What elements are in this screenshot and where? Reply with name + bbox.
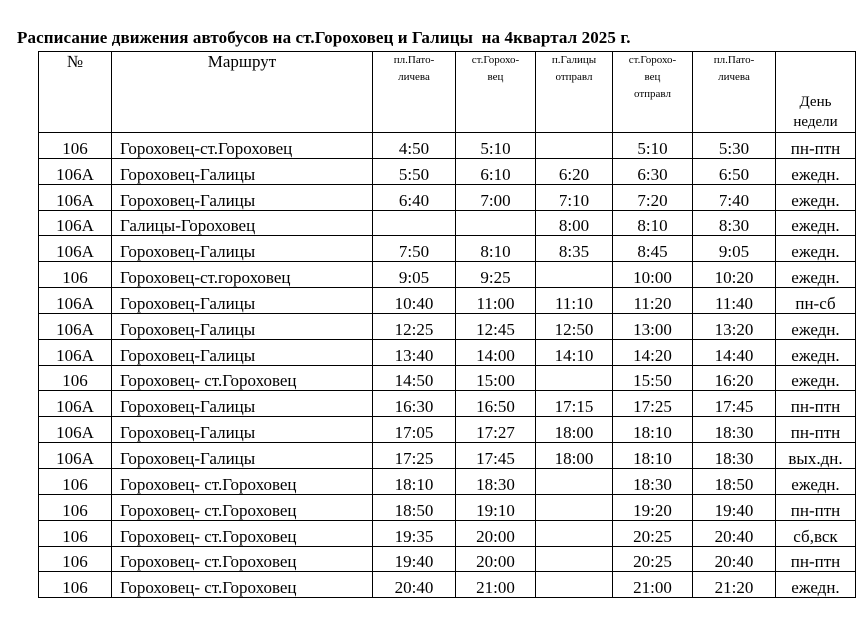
- cell-st-gorokhovets: 20:00: [456, 546, 536, 572]
- header-st-gorokhovets-departure: [613, 52, 693, 133]
- cell-galitsy-departure: [536, 520, 613, 546]
- cell-weekday: пн-птн: [776, 391, 856, 417]
- cell-st-gorokhovets: 17:45: [456, 443, 536, 469]
- cell-st-gorokhovets-departure: 21:00: [613, 572, 693, 598]
- cell-st-gorokhovets-departure: 5:10: [613, 133, 693, 159]
- cell-galitsy-departure: [536, 546, 613, 572]
- cell-patolicheva-arrival: 11:40: [693, 288, 776, 314]
- cell-patolicheva-departure: 6:40: [373, 184, 456, 210]
- cell-st-gorokhovets-departure: 13:00: [613, 313, 693, 339]
- cell-galitsy-departure: [536, 262, 613, 288]
- page-title: Расписание движения автобусов на ст.Гороховец и Галицы на 4квартал 2025 г.: [17, 28, 631, 47]
- cell-galitsy-departure: 17:15: [536, 391, 613, 417]
- cell-patolicheva-arrival: 6:50: [693, 158, 776, 184]
- cell-patolicheva-departure: 16:30: [373, 391, 456, 417]
- cell-route-number: 106А: [39, 236, 112, 262]
- cell-patolicheva-arrival: 14:40: [693, 339, 776, 365]
- cell-galitsy-departure: 6:20: [536, 158, 613, 184]
- cell-route-number: 106А: [39, 339, 112, 365]
- cell-route-number: 106: [39, 365, 112, 391]
- cell-galitsy-departure: 7:10: [536, 184, 613, 210]
- header-line: личева: [398, 71, 430, 83]
- cell-weekday: ежедн.: [776, 339, 856, 365]
- table-row: [39, 210, 856, 236]
- cell-patolicheva-departure: 13:40: [373, 339, 456, 365]
- table-body: [39, 133, 856, 598]
- cell-st-gorokhovets: 5:10: [456, 133, 536, 159]
- cell-route-name: Гороховец-Галицы: [112, 236, 373, 262]
- cell-patolicheva-departure: 17:05: [373, 417, 456, 443]
- header-galitsy-departure: [536, 52, 613, 133]
- cell-route-number: 106: [39, 546, 112, 572]
- cell-weekday: пн-птн: [776, 133, 856, 159]
- cell-route-name: Гороховец-Галицы: [112, 313, 373, 339]
- cell-st-gorokhovets-departure: 14:20: [613, 339, 693, 365]
- cell-st-gorokhovets: 21:00: [456, 572, 536, 598]
- header-line: недели: [793, 114, 838, 130]
- cell-patolicheva-departure: 5:50: [373, 158, 456, 184]
- cell-patolicheva-departure: 20:40: [373, 572, 456, 598]
- cell-weekday: ежедн.: [776, 184, 856, 210]
- cell-patolicheva-arrival: 13:20: [693, 313, 776, 339]
- cell-patolicheva-departure: 9:05: [373, 262, 456, 288]
- cell-route-name: Гороховец- ст.Гороховец: [112, 520, 373, 546]
- cell-st-gorokhovets: 15:00: [456, 365, 536, 391]
- cell-st-gorokhovets-departure: 18:30: [613, 468, 693, 494]
- cell-st-gorokhovets-departure: 7:20: [613, 184, 693, 210]
- cell-st-gorokhovets-departure: 8:10: [613, 210, 693, 236]
- cell-patolicheva-departure: 14:50: [373, 365, 456, 391]
- cell-route-name: Гороховец- ст.Гороховец: [112, 546, 373, 572]
- cell-st-gorokhovets-departure: 18:10: [613, 417, 693, 443]
- cell-patolicheva-arrival: 9:05: [693, 236, 776, 262]
- cell-st-gorokhovets: 16:50: [456, 391, 536, 417]
- table-row: [39, 133, 856, 159]
- table-row: [39, 236, 856, 262]
- cell-galitsy-departure: [536, 365, 613, 391]
- cell-weekday: ежедн.: [776, 572, 856, 598]
- cell-galitsy-departure: 18:00: [536, 417, 613, 443]
- cell-patolicheva-arrival: 5:30: [693, 133, 776, 159]
- cell-weekday: сб,вск: [776, 520, 856, 546]
- cell-route-number: 106А: [39, 443, 112, 469]
- cell-route-number: 106: [39, 572, 112, 598]
- table-row: [39, 520, 856, 546]
- header-line: вец: [644, 71, 661, 83]
- cell-st-gorokhovets-departure: 19:20: [613, 494, 693, 520]
- table-header: [39, 52, 856, 133]
- cell-weekday: ежедн.: [776, 236, 856, 262]
- cell-st-gorokhovets: 12:45: [456, 313, 536, 339]
- header-st-gorokhovets: [456, 52, 536, 133]
- cell-st-gorokhovets-departure: 18:10: [613, 443, 693, 469]
- cell-patolicheva-arrival: 21:20: [693, 572, 776, 598]
- table-row: [39, 288, 856, 314]
- cell-st-gorokhovets: [456, 210, 536, 236]
- header-weekday: [776, 52, 856, 133]
- cell-patolicheva-departure: 10:40: [373, 288, 456, 314]
- cell-route-number: 106А: [39, 391, 112, 417]
- header-line: ст.Горохо-: [628, 54, 677, 66]
- cell-st-gorokhovets-departure: 6:30: [613, 158, 693, 184]
- cell-galitsy-departure: [536, 572, 613, 598]
- table-row: [39, 572, 856, 598]
- header-line: ст.Горохо-: [471, 54, 520, 66]
- cell-patolicheva-departure: 4:50: [373, 133, 456, 159]
- header-line: п.Галицы: [551, 54, 597, 66]
- cell-galitsy-departure: [536, 494, 613, 520]
- cell-route-name: Гороховец-Галицы: [112, 184, 373, 210]
- cell-route-name: Гороховец- ст.Гороховец: [112, 468, 373, 494]
- cell-weekday: ежедн.: [776, 210, 856, 236]
- cell-st-gorokhovets-departure: 11:20: [613, 288, 693, 314]
- cell-st-gorokhovets-departure: 17:25: [613, 391, 693, 417]
- cell-route-number: 106А: [39, 417, 112, 443]
- table-row: [39, 546, 856, 572]
- cell-route-number: 106: [39, 468, 112, 494]
- table-row: [39, 184, 856, 210]
- cell-route-name: Гороховец-Галицы: [112, 158, 373, 184]
- table-row: [39, 391, 856, 417]
- cell-route-number: 106А: [39, 210, 112, 236]
- header-row: [39, 52, 856, 133]
- cell-weekday: ежедн.: [776, 158, 856, 184]
- cell-route-name: Гороховец- ст.Гороховец: [112, 365, 373, 391]
- table-row: [39, 339, 856, 365]
- cell-galitsy-departure: 18:00: [536, 443, 613, 469]
- cell-route-name: Гороховец-ст.Гороховец: [112, 133, 373, 159]
- cell-st-gorokhovets: 17:27: [456, 417, 536, 443]
- cell-patolicheva-departure: 18:10: [373, 468, 456, 494]
- cell-patolicheva-arrival: 16:20: [693, 365, 776, 391]
- cell-st-gorokhovets-departure: 10:00: [613, 262, 693, 288]
- cell-st-gorokhovets: 20:00: [456, 520, 536, 546]
- cell-st-gorokhovets-departure: 20:25: [613, 546, 693, 572]
- header-line: пл.Пато-: [393, 54, 435, 66]
- cell-weekday: пн-птн: [776, 546, 856, 572]
- header-line: День: [799, 94, 832, 110]
- cell-st-gorokhovets: 7:00: [456, 184, 536, 210]
- cell-patolicheva-departure: 7:50: [373, 236, 456, 262]
- cell-route-name: Гороховец-ст.гороховец: [112, 262, 373, 288]
- cell-st-gorokhovets: 9:25: [456, 262, 536, 288]
- cell-weekday: вых.дн.: [776, 443, 856, 469]
- cell-route-name: Гороховец-Галицы: [112, 417, 373, 443]
- cell-patolicheva-arrival: 10:20: [693, 262, 776, 288]
- cell-st-gorokhovets: 11:00: [456, 288, 536, 314]
- cell-route-number: 106: [39, 494, 112, 520]
- cell-route-name: Гороховец-Галицы: [112, 288, 373, 314]
- table-row: [39, 468, 856, 494]
- cell-route-name: Гороховец- ст.Гороховец: [112, 572, 373, 598]
- cell-st-gorokhovets: 19:10: [456, 494, 536, 520]
- cell-weekday: пн-птн: [776, 417, 856, 443]
- cell-st-gorokhovets-departure: 15:50: [613, 365, 693, 391]
- header-route: Маршрут: [112, 52, 373, 133]
- cell-weekday: ежедн.: [776, 365, 856, 391]
- table-row: [39, 494, 856, 520]
- cell-galitsy-departure: 8:00: [536, 210, 613, 236]
- header-patolicheva-departure: [373, 52, 456, 133]
- header-line: отправл: [555, 71, 593, 83]
- cell-st-gorokhovets: 8:10: [456, 236, 536, 262]
- cell-patolicheva-arrival: 19:40: [693, 494, 776, 520]
- cell-patolicheva-departure: 19:35: [373, 520, 456, 546]
- cell-route-number: 106А: [39, 288, 112, 314]
- cell-patolicheva-arrival: 18:50: [693, 468, 776, 494]
- cell-patolicheva-arrival: 20:40: [693, 520, 776, 546]
- cell-route-number: 106А: [39, 184, 112, 210]
- cell-galitsy-departure: 8:35: [536, 236, 613, 262]
- cell-galitsy-departure: 11:10: [536, 288, 613, 314]
- header-patolicheva-arrival: [693, 52, 776, 133]
- cell-weekday: пн-сб: [776, 288, 856, 314]
- header-line: пл.Пато-: [713, 54, 755, 66]
- cell-patolicheva-departure: 17:25: [373, 443, 456, 469]
- cell-route-number: 106: [39, 262, 112, 288]
- cell-weekday: ежедн.: [776, 468, 856, 494]
- table-row: [39, 365, 856, 391]
- table-row: [39, 262, 856, 288]
- table-row: [39, 158, 856, 184]
- cell-patolicheva-departure: [373, 210, 456, 236]
- cell-galitsy-departure: [536, 133, 613, 159]
- cell-route-number: 106: [39, 520, 112, 546]
- header-line: вец: [487, 71, 504, 83]
- schedule-table: [38, 51, 856, 598]
- table-row: [39, 443, 856, 469]
- cell-weekday: ежедн.: [776, 262, 856, 288]
- table-row: [39, 417, 856, 443]
- cell-route-name: Гороховец- ст.Гороховец: [112, 494, 373, 520]
- cell-st-gorokhovets: 14:00: [456, 339, 536, 365]
- header-line: отправл: [634, 88, 671, 100]
- cell-patolicheva-arrival: 18:30: [693, 443, 776, 469]
- cell-patolicheva-departure: 18:50: [373, 494, 456, 520]
- cell-galitsy-departure: 12:50: [536, 313, 613, 339]
- cell-route-number: 106А: [39, 313, 112, 339]
- cell-patolicheva-departure: 12:25: [373, 313, 456, 339]
- cell-route-name: Гороховец-Галицы: [112, 391, 373, 417]
- cell-st-gorokhovets-departure: 8:45: [613, 236, 693, 262]
- cell-route-number: 106А: [39, 158, 112, 184]
- cell-route-name: Галицы-Гороховец: [112, 210, 373, 236]
- cell-weekday: ежедн.: [776, 313, 856, 339]
- cell-patolicheva-departure: 19:40: [373, 546, 456, 572]
- cell-st-gorokhovets: 18:30: [456, 468, 536, 494]
- cell-galitsy-departure: 14:10: [536, 339, 613, 365]
- cell-st-gorokhovets-departure: 20:25: [613, 520, 693, 546]
- cell-weekday: пн-птн: [776, 494, 856, 520]
- cell-st-gorokhovets: 6:10: [456, 158, 536, 184]
- header-number: №: [39, 52, 112, 133]
- header-line: личева: [718, 71, 750, 83]
- cell-patolicheva-arrival: 8:30: [693, 210, 776, 236]
- cell-route-number: 106: [39, 133, 112, 159]
- cell-route-name: Гороховец-Галицы: [112, 443, 373, 469]
- cell-galitsy-departure: [536, 468, 613, 494]
- cell-patolicheva-arrival: 7:40: [693, 184, 776, 210]
- table-row: [39, 313, 856, 339]
- cell-patolicheva-arrival: 17:45: [693, 391, 776, 417]
- cell-route-name: Гороховец-Галицы: [112, 339, 373, 365]
- cell-patolicheva-arrival: 20:40: [693, 546, 776, 572]
- cell-patolicheva-arrival: 18:30: [693, 417, 776, 443]
